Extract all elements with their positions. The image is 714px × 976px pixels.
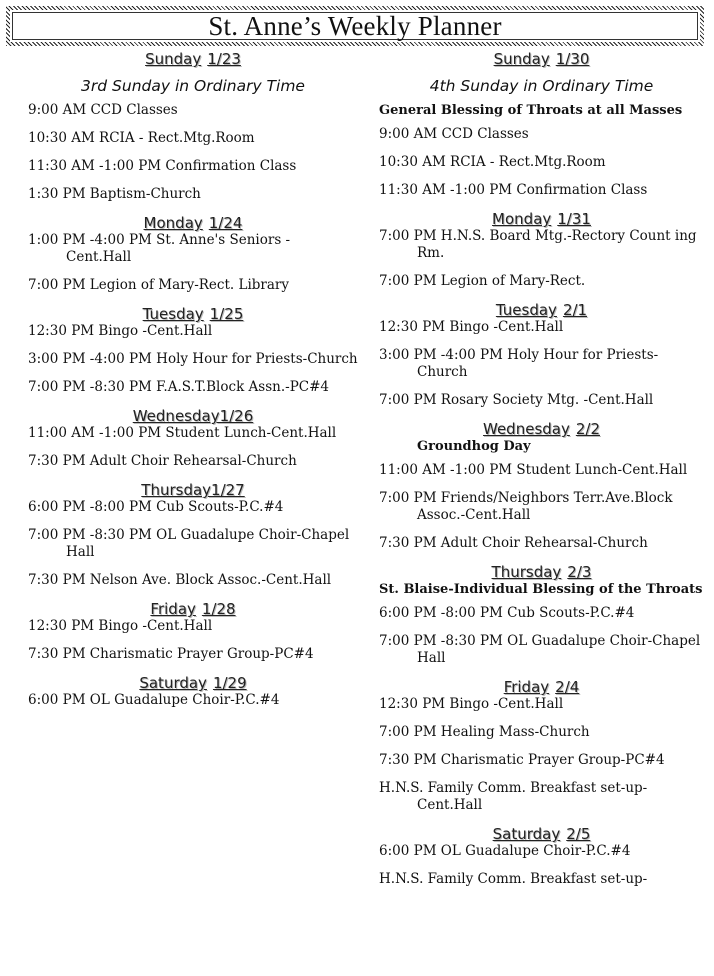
event-item: 7:00 PM -8:30 PM OL Guadalupe Choir-Chapel Hall [379, 633, 701, 666]
day-name: Sunday [145, 50, 202, 68]
day-header-thursday [28, 481, 358, 499]
day-header-tuesday [379, 301, 704, 319]
day-date: 2/1 [562, 301, 588, 319]
day-date: 2/2 [575, 420, 600, 438]
event-item: 11:00 AM -1:00 PM Student Lunch-Cent.Hall [28, 425, 337, 441]
day-date: 2/5 [566, 825, 591, 843]
special-note: Groundhog Day [417, 439, 531, 454]
day-name: Friday [503, 678, 550, 696]
event-item: 7:30 PM Charismatic Prayer Group-PC#4 [379, 752, 665, 768]
day-date: 2/3 [567, 563, 592, 581]
day-header-tuesday [28, 305, 358, 323]
event-item: 6:00 PM OL Guadalupe Choir-P.C.#4 [28, 692, 280, 708]
event-item: 7:00 PM Rosary Society Mtg. -Cent.Hall [379, 392, 654, 408]
event-item: 11:00 AM -1:00 PM Student Lunch-Cent.Hall [379, 462, 688, 478]
day-name: Thursday [491, 563, 562, 581]
day-header-monday [379, 210, 704, 228]
event-item: 11:30 AM -1:00 PM Confirmation Class [379, 182, 648, 198]
event-item: 7:30 PM Charismatic Prayer Group-PC#4 [28, 646, 314, 662]
right-column [379, 50, 704, 899]
event-item: 11:30 AM -1:00 PM Confirmation Class [28, 158, 297, 174]
liturgical-heading: 4th Sunday in Ordinary Time [429, 77, 654, 95]
event-item: 3:00 PM -4:00 PM Holy Hour for Priests-Church [28, 351, 358, 367]
event-item: 7:30 PM Adult Choir Rehearsal-Church [28, 453, 297, 469]
day-name: Tuesday [142, 305, 204, 323]
day-name: Thursday1/27 [141, 481, 245, 499]
day-name: Monday [143, 214, 203, 232]
event-item: 7:30 PM Adult Choir Rehearsal-Church [379, 535, 648, 551]
event-item: 9:00 AM CCD Classes [28, 102, 178, 118]
day-date: 1/28 [201, 600, 236, 618]
day-date: 1/30 [555, 50, 590, 68]
day-date: 1/31 [557, 210, 591, 228]
day-header-sunday [379, 50, 704, 68]
day-header-saturday [379, 825, 704, 843]
day-date: 1/25 [209, 305, 244, 323]
day-date: 1/24 [208, 214, 243, 232]
day-header-saturday [28, 674, 358, 692]
event-item: H.N.S. Family Comm. Breakfast set-up-Cent.Hall [379, 780, 648, 813]
event-item: 6:00 PM -8:00 PM Cub Scouts-P.C.#4 [28, 499, 284, 515]
day-name: Sunday [493, 50, 550, 68]
event-item: 10:30 AM RCIA - Rect.Mtg.Room [379, 154, 606, 170]
day-name: Friday [150, 600, 196, 618]
day-header-friday [28, 600, 358, 618]
event-item: 12:30 PM Bingo -Cent.Hall [28, 618, 213, 634]
special-note: General Blessing of Throats at all Masses [379, 103, 683, 118]
day-name: Saturday [139, 674, 207, 692]
event-item: 6:00 PM OL Guadalupe Choir-P.C.#4 [379, 843, 631, 859]
day-name: Saturday [492, 825, 561, 843]
event-item: 10:30 AM RCIA - Rect.Mtg.Room [28, 130, 255, 146]
liturgical-heading: 3rd Sunday in Ordinary Time [81, 77, 305, 95]
event-item: 7:00 PM -8:30 PM F.A.S.T.Block Assn.-PC#4 [28, 379, 330, 395]
event-item: 12:30 PM Bingo -Cent.Hall [379, 319, 564, 335]
day-name: Wednesday [483, 420, 570, 438]
day-date: 1/23 [207, 50, 241, 68]
event-item: 7:30 PM Nelson Ave. Block Assoc.-Cent.Hall [28, 572, 332, 588]
day-name: Tuesday [495, 301, 557, 319]
day-header-friday [379, 678, 704, 696]
event-item: H.N.S. Family Comm. Breakfast set-up- [379, 871, 648, 887]
event-item: 7:00 PM Legion of Mary-Rect. Library [28, 277, 289, 293]
day-header-wednesday [28, 407, 358, 425]
event-item: 7:00 PM Legion of Mary-Rect. [379, 273, 586, 289]
day-date: 2/4 [555, 678, 580, 696]
day-header-wednesday [379, 420, 704, 438]
title-banner [6, 6, 704, 46]
day-date: 1/29 [212, 674, 247, 692]
day-header-monday [28, 214, 358, 232]
event-item: 3:00 PM -4:00 PM Holy Hour for Priests-Church [379, 347, 659, 380]
day-name: Monday [492, 210, 552, 228]
event-item: 6:00 PM -8:00 PM Cub Scouts-P.C.#4 [379, 605, 635, 621]
event-item: 1:30 PM Baptism-Church [28, 186, 201, 202]
day-header-sunday [28, 50, 358, 68]
day-header-thursday [379, 563, 704, 581]
event-item: 7:00 PM H.N.S. Board Mtg.-Rectory Count ing Rm. [379, 228, 697, 261]
event-item: 7:00 PM Healing Mass-Church [379, 724, 590, 740]
event-item: 9:00 AM CCD Classes [379, 126, 529, 142]
left-column [28, 50, 358, 720]
event-item: 1:00 PM -4:00 PM St. Anne's Seniors - Cent.Hall [28, 232, 291, 265]
day-name: Wednesday1/26 [132, 407, 254, 425]
event-item: 7:00 PM -8:30 PM OL Guadalupe Choir-Chapel Hall [28, 527, 350, 560]
event-item: 12:30 PM Bingo -Cent.Hall [28, 323, 213, 339]
event-item: 7:00 PM Friends/Neighbors Terr.Ave.Block Assoc.-Cent.Hall [379, 490, 673, 523]
page-title: St. Anne’s Weekly Planner [208, 10, 502, 41]
event-item: 12:30 PM Bingo -Cent.Hall [379, 696, 564, 712]
title-frame [12, 12, 698, 40]
special-note: St. Blaise-Individual Blessing of the Throats [379, 582, 703, 597]
